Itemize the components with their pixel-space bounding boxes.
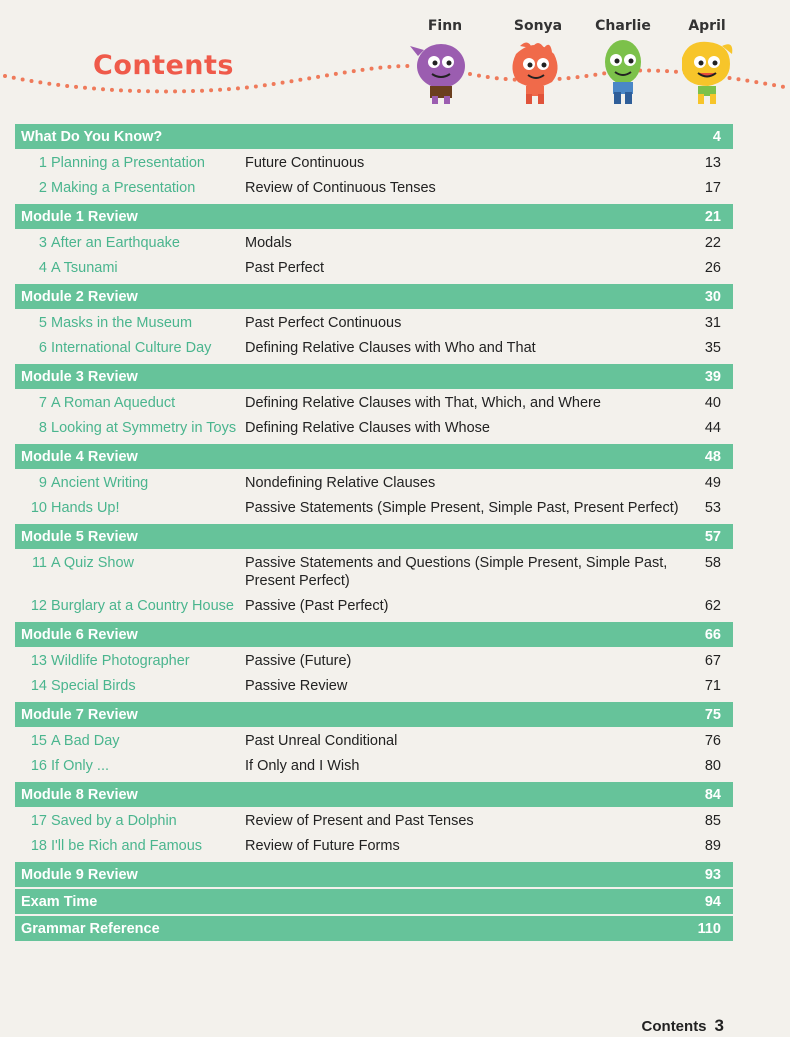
section-label: Module 9 Review <box>21 866 138 883</box>
section-bar[interactable] <box>15 702 733 727</box>
section-bar[interactable] <box>15 124 733 149</box>
section-bar[interactable] <box>15 889 733 914</box>
section-page: 21 <box>704 208 721 225</box>
section-page: 75 <box>704 706 721 723</box>
lesson-page: 22 <box>704 235 721 251</box>
lesson-number: 12 <box>30 598 47 614</box>
lesson-page: 17 <box>704 180 721 196</box>
lesson-row[interactable] <box>15 256 733 281</box>
lesson-page: 26 <box>704 260 721 276</box>
lesson-topic: Passive Statements (Simple Present, Simple Past, Present Perfect) <box>245 500 679 516</box>
section-label: Module 2 Review <box>21 288 138 305</box>
section-page: 48 <box>704 448 721 465</box>
lesson-row[interactable] <box>15 391 733 416</box>
lesson-title: I'll be Rich and Famous <box>51 838 203 854</box>
lesson-page: 62 <box>704 598 721 614</box>
section-bar[interactable] <box>15 622 733 647</box>
lesson-number: 10 <box>30 500 47 516</box>
lesson-page: 35 <box>704 340 721 356</box>
lesson-page: 31 <box>704 315 721 331</box>
lesson-row[interactable] <box>15 231 733 256</box>
lesson-number: 14 <box>30 678 47 694</box>
lesson-title: After an Earthquake <box>51 235 180 251</box>
lesson-number: 16 <box>30 758 47 774</box>
lesson-topic: Passive Statements and Questions (Simple Present, Simple Past, Present Perfect) <box>245 555 668 589</box>
lesson-topic: Past Perfect <box>245 260 324 276</box>
lesson-topic: If Only and I Wish <box>245 758 360 774</box>
page-number: 3 <box>714 1016 724 1035</box>
section-label: Exam Time <box>21 893 98 910</box>
lesson-number: 6 <box>38 340 47 356</box>
section-label: What Do You Know? <box>21 128 163 145</box>
lesson-topic: Defining Relative Clauses with Whose <box>245 420 490 436</box>
lesson-topic: Past Unreal Conditional <box>245 733 398 749</box>
footer-label: Contents <box>641 1018 707 1035</box>
lesson-number: 18 <box>30 838 47 854</box>
section-page: 30 <box>704 288 721 305</box>
section-page: 110 <box>697 920 721 937</box>
charlie-character-icon <box>590 36 656 106</box>
lesson-topic: Passive Review <box>245 678 348 694</box>
lesson-number: 4 <box>38 260 47 276</box>
lesson-title: A Bad Day <box>51 733 120 749</box>
lesson-page: 76 <box>704 733 721 749</box>
section-label: Module 8 Review <box>21 786 138 803</box>
lesson-page: 58 <box>704 555 721 571</box>
lesson-title: A Roman Aqueduct <box>51 395 176 411</box>
section-page: 66 <box>704 626 721 643</box>
lesson-number: 3 <box>38 235 47 251</box>
lesson-page: 13 <box>704 155 721 171</box>
lesson-page: 53 <box>704 500 721 516</box>
lesson-row[interactable] <box>15 416 733 441</box>
lesson-topic: Defining Relative Clauses with Who and That <box>245 340 536 356</box>
lesson-row[interactable] <box>15 809 733 834</box>
section-bar[interactable] <box>15 782 733 807</box>
lesson-topic: Future Continuous <box>245 155 365 171</box>
lesson-title: Hands Up! <box>51 500 120 516</box>
lesson-number: 8 <box>38 420 47 436</box>
lesson-number: 15 <box>30 733 47 749</box>
lesson-page: 40 <box>704 395 721 411</box>
lesson-row[interactable] <box>15 649 733 674</box>
lesson-title: A Tsunami <box>51 260 118 276</box>
character-name-finn: Finn <box>427 18 463 34</box>
section-bar[interactable] <box>15 916 733 941</box>
page-title: Contents <box>93 50 235 81</box>
lesson-number: 2 <box>38 180 47 196</box>
april-character-icon <box>672 36 738 106</box>
section-bar[interactable] <box>15 204 733 229</box>
lesson-row[interactable] <box>15 311 733 336</box>
lesson-topic: Past Perfect Continuous <box>245 315 402 331</box>
lesson-title: Planning a Presentation <box>51 155 205 171</box>
finn-character-icon <box>408 36 474 106</box>
character-name-april: April <box>688 18 726 34</box>
lesson-page: 44 <box>704 420 721 436</box>
lesson-page: 80 <box>704 758 721 774</box>
lesson-title: Looking at Symmetry in Toys <box>51 420 237 436</box>
lesson-page: 85 <box>704 813 721 829</box>
lesson-row[interactable] <box>15 834 733 859</box>
section-page: 94 <box>704 893 721 910</box>
section-label: Module 1 Review <box>21 208 138 225</box>
lesson-row[interactable] <box>15 754 733 779</box>
lesson-page: 71 <box>704 678 721 694</box>
sonya-character-icon <box>502 36 568 106</box>
lesson-row[interactable] <box>15 151 733 176</box>
section-page: 57 <box>704 528 721 545</box>
section-page: 93 <box>704 866 721 883</box>
section-page: 4 <box>712 128 721 145</box>
section-label: Module 5 Review <box>21 528 138 545</box>
character-name-sonya: Sonya <box>513 18 563 34</box>
lesson-row[interactable] <box>15 336 733 361</box>
lesson-topic: Nondefining Relative Clauses <box>245 475 436 491</box>
lesson-topic: Modals <box>245 235 292 251</box>
lesson-topic: Passive (Past Perfect) <box>245 598 389 614</box>
lesson-number: 9 <box>38 475 47 491</box>
section-label: Module 6 Review <box>21 626 138 643</box>
lesson-title: Burglary at a Country House <box>51 598 234 614</box>
lesson-number: 1 <box>38 155 47 171</box>
section-bar[interactable] <box>15 444 733 469</box>
lesson-row[interactable] <box>15 176 733 201</box>
character-name-charlie: Charlie <box>595 18 651 34</box>
lesson-page: 89 <box>704 838 721 854</box>
page-footer <box>642 1016 724 1036</box>
section-page: 84 <box>704 786 721 803</box>
section-label: Module 7 Review <box>21 706 138 723</box>
lesson-title: If Only ... <box>51 758 110 774</box>
section-page: 39 <box>704 368 721 385</box>
lesson-topic: Review of Continuous Tenses <box>245 180 436 196</box>
lesson-page: 49 <box>704 475 721 491</box>
lesson-number: 17 <box>30 813 47 829</box>
lesson-row[interactable] <box>15 729 733 754</box>
section-label: Grammar Reference <box>21 920 160 937</box>
lesson-number: 5 <box>38 315 47 331</box>
lesson-title: Masks in the Museum <box>51 315 193 331</box>
lesson-title: Special Birds <box>51 678 136 694</box>
section-bar[interactable] <box>15 284 733 309</box>
lesson-page: 67 <box>704 653 721 669</box>
lesson-number: 7 <box>38 395 47 411</box>
lesson-title: Saved by a Dolphin <box>51 813 177 829</box>
lesson-row[interactable] <box>15 594 733 619</box>
table-of-contents <box>15 124 733 943</box>
section-bar[interactable] <box>15 524 733 549</box>
lesson-number: 11 <box>31 555 47 571</box>
lesson-title: Wildlife Photographer <box>51 653 190 669</box>
lesson-title: A Quiz Show <box>51 555 135 571</box>
lesson-row[interactable] <box>15 551 733 594</box>
lesson-topic: Review of Present and Past Tenses <box>245 813 474 829</box>
lesson-topic: Passive (Future) <box>245 653 352 669</box>
section-bar[interactable] <box>15 862 733 887</box>
lesson-number: 13 <box>30 653 47 669</box>
lesson-row[interactable] <box>15 496 733 521</box>
lesson-topic: Defining Relative Clauses with That, Which, and Where <box>245 395 601 411</box>
section-bar[interactable] <box>15 364 733 389</box>
section-label: Module 4 Review <box>21 448 138 465</box>
lesson-topic: Review of Future Forms <box>245 838 400 854</box>
section-label: Module 3 Review <box>21 368 138 385</box>
lesson-title: International Culture Day <box>51 340 212 356</box>
lesson-title: Ancient Writing <box>51 475 149 491</box>
lesson-row[interactable] <box>15 674 733 699</box>
lesson-title: Making a Presentation <box>51 180 196 196</box>
lesson-row[interactable] <box>15 471 733 496</box>
